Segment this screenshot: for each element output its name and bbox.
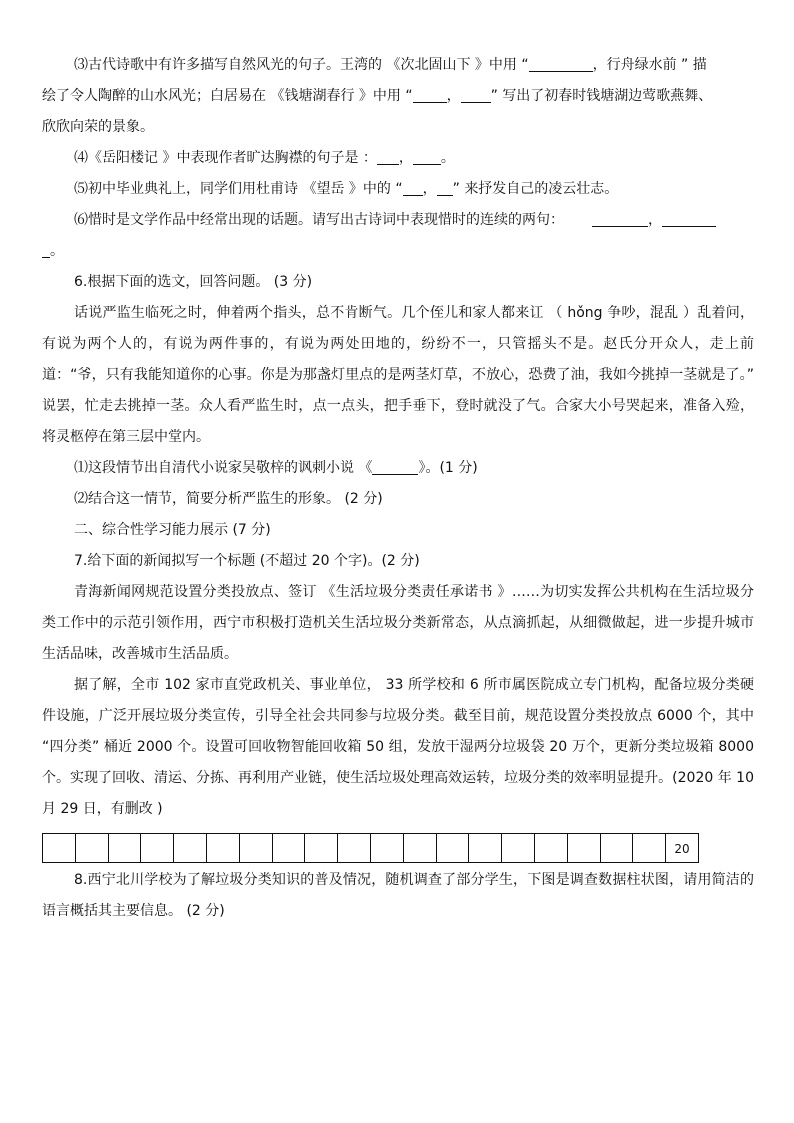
grid-cell[interactable]	[633, 833, 666, 863]
grid-cell[interactable]	[404, 833, 437, 863]
q5-item3-line1: ⑶古代诗歌中有许多描写自然风光的句子。王湾的 《次北固山下 》中用 “ ，行舟绿水前 ” 描	[74, 57, 707, 73]
section2-title: 二、综合性学习能力展示 (7 分)	[74, 522, 271, 538]
grid-cell[interactable]	[535, 833, 568, 863]
q5-item6: ⑹惜时是文学作品中经常出现的话题。请写出古诗词中表现惜时的连续的两句： ，	[42, 205, 754, 236]
q7-news-para1: 青海新闻网规范设置分类投放点、签订 《生活垃圾分类责任承诺书 》……为切实发挥公共机构在生活垃圾分类工作中的示范引领作用，西宁市积极打造机关生活垃圾分类新常态，从点滴抓起，从细微做起，进一步提升城市生活品味，改善城市生活品质。	[42, 584, 754, 662]
q6-passage: 话说严监生临死之时，伸着两个指头，总不肯断气。几个侄儿和家人都来讧 （ hǒng 争吵，混乱 ）乱着问，有说为两个人的，有说为两件事的，有说为两处田地的，纷纷不一，只管摇头不是。赵氏分开众人，走上前道：“爷，只有我能知道你的心事。你是为那盏灯里点的是两茎灯草，不放心，恐费了油，我如今挑掉一茎就是了。” 说罢，忙走去挑掉一茎。众人看严监生时，点一点头，把手垂下，登时就没了气。合家大小号哭起来，准备入殓，将灵柩停在第三层中堂内。	[42, 305, 754, 445]
answer-blank[interactable]	[377, 148, 399, 165]
grid-cell-20[interactable]: 20	[666, 833, 699, 863]
q5-item3-line3: 欣欣向荣的景象。	[42, 119, 154, 135]
grid-cell[interactable]	[109, 833, 142, 863]
q6-sub1: ⑴这段情节出自清代小说家吴敬梓的讽刺小说 《 》。(1 分)	[74, 460, 478, 476]
answer-blank[interactable]	[529, 55, 593, 72]
grid-cell[interactable]	[207, 833, 240, 863]
q5-item3-line2: 绘了令人陶醉的山水风光；白居易在 《钱塘湖春行 》中用 “ ， ” 写出了初春时钱塘湖边莺歌燕舞、	[42, 88, 713, 104]
q6-title: 6.根据下面的选文，回答问题。 (3 分)	[74, 274, 313, 290]
answer-blank[interactable]	[372, 458, 418, 475]
answer-blank[interactable]	[461, 86, 491, 103]
grid-cell[interactable]	[174, 833, 207, 863]
grid-cell[interactable]	[338, 833, 371, 863]
grid-cell[interactable]	[502, 833, 535, 863]
answer-grid	[42, 833, 719, 863]
q5-item5: ⑸初中毕业典礼上，同学们用杜甫诗 《望岳 》中的 “ ， ” 来抒发自己的凌云壮志。	[74, 181, 619, 197]
grid-cell[interactable]	[305, 833, 338, 863]
q6-sub2: ⑵结合这一情节，简要分析严监生的形象。 (2 分)	[74, 491, 383, 507]
q8-title: 8.西宁北川学校为了解垃圾分类知识的普及情况，随机调查了部分学生，下图是调查数据柱状图，请用简洁的语言概括其主要信息。 (2 分)	[42, 872, 754, 919]
grid-cell[interactable]	[568, 833, 601, 863]
grid-cell[interactable]	[437, 833, 470, 863]
q7-news-para2: 据了解，全市 102 家市直党政机关、事业单位， 33 所学校和 6 所市属医院成立专门机构，配备垃圾分类硬件设施，广泛开展垃圾分类宣传，引导全社会共同参与垃圾分类。截至目前，规范设置分类投放点 6000 个，其中 “四分类” 桶近 2000 个。设置可回收物智能回收箱 50 组，发放干湿两分垃圾袋 20 万个，更新分类垃圾箱 8000 个。实现了回收、清运、分拣、再利用产业链，使生活垃圾处理高效运转，垃圾分类的效率明显提升。(2020 年 10 月 29 日，有删改 )	[42, 677, 754, 817]
grid-cell[interactable]	[469, 833, 502, 863]
answer-blank[interactable]	[42, 241, 50, 258]
q7-title: 7.给下面的新闻拟写一个标题 (不超过 20 个字)。(2 分)	[74, 553, 420, 569]
answer-blank[interactable]	[437, 179, 453, 196]
answer-blank[interactable]	[413, 148, 441, 165]
q5-item6-cont: 。	[42, 236, 754, 267]
q5-item4: ⑷《岳阳楼记 》中表现作者旷达胸襟的句子是 ： ， 。	[74, 150, 455, 166]
grid-cell[interactable]	[76, 833, 109, 863]
grid-cell[interactable]	[601, 833, 634, 863]
grid-cell[interactable]	[371, 833, 404, 863]
answer-blank[interactable]	[413, 86, 447, 103]
exam-page	[42, 50, 754, 927]
grid-cell[interactable]	[43, 833, 76, 863]
grid-cell[interactable]	[240, 833, 273, 863]
answer-blank[interactable]	[662, 210, 716, 227]
grid-cell[interactable]	[141, 833, 174, 863]
answer-blank[interactable]	[403, 179, 423, 196]
answer-blank[interactable]	[592, 210, 648, 227]
grid-cell[interactable]	[273, 833, 306, 863]
